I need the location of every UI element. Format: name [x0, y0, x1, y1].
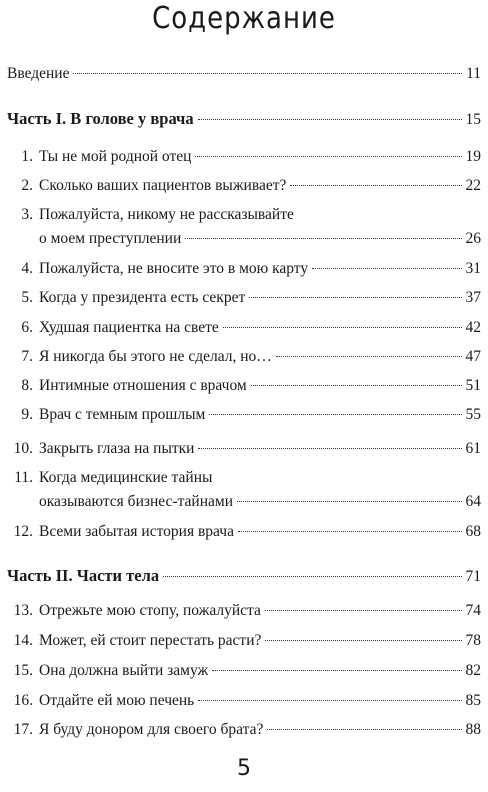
toc-entry-text: Сколько ваших пациентов выживает?: [39, 177, 287, 194]
toc-page-number: 51: [465, 377, 481, 394]
dot-leader: [251, 385, 462, 386]
dot-leader: [209, 414, 461, 415]
dot-leader: [312, 268, 461, 269]
toc-page-number: 78: [465, 632, 481, 649]
toc-entry-2: [7, 174, 481, 198]
dot-leader: [249, 297, 461, 298]
toc-entry-5: [7, 286, 481, 310]
toc-entry-intro: [7, 62, 481, 86]
chapter-number: 12.: [13, 523, 33, 540]
toc-entry-text: Она должна выйти замуж: [39, 662, 209, 679]
toc-page-number: 68: [465, 523, 481, 540]
toc-page-number: 47: [465, 348, 481, 365]
toc-entry-text: Интимные отношения с врачом: [39, 377, 247, 394]
toc-part-2: [7, 564, 481, 589]
chapter-number: 2.: [21, 177, 33, 194]
toc-entry-8: [7, 374, 481, 398]
toc-entry-7: [7, 345, 481, 369]
toc-page-number: 37: [465, 289, 481, 306]
toc-page-number: 26: [465, 230, 481, 247]
part-heading: Часть I. В голове у врача: [7, 109, 194, 128]
toc-entry-text: Ты не мой родной отец: [39, 148, 192, 165]
chapter-number: 6.: [21, 319, 33, 336]
toc-entry-text: Всеми забытая история врача: [39, 523, 234, 540]
toc-entry-3: [7, 203, 481, 251]
chapter-number: 13.: [13, 602, 33, 619]
page-folio-number: 5: [237, 756, 251, 781]
toc-entry-12: [7, 520, 481, 544]
chapter-number: 1.: [21, 148, 33, 165]
toc-entry-text: Я никогда бы этого не сделал, но…: [39, 348, 272, 365]
dot-leader: [267, 729, 461, 730]
toc-page-number: 55: [465, 406, 481, 423]
toc-entry-1: [7, 145, 481, 169]
toc-entry-text: Отрежьте мою стопу, пожалуйста: [39, 602, 261, 619]
chapter-number: 5.: [21, 289, 33, 306]
dot-leader: [198, 119, 462, 120]
dot-leader: [238, 531, 462, 532]
toc-entry-text: Отдайте ей мою печень: [39, 692, 195, 709]
dot-leader: [237, 501, 462, 502]
dot-leader: [185, 238, 461, 239]
dot-leader: [212, 670, 461, 671]
toc-part-1: [7, 107, 481, 132]
chapter-number: 15.: [13, 662, 33, 679]
toc-page-number: 74: [465, 602, 481, 619]
toc-entry-6: [7, 316, 481, 340]
toc-entry-text: Пожалуйста, не вносите это в мою карту: [39, 260, 309, 277]
toc-page-number: 71: [465, 568, 481, 585]
toc-page-number: 85: [465, 692, 481, 709]
toc-entry-11: [7, 466, 481, 514]
chapter-number: 14.: [13, 632, 33, 649]
chapter-number: 8.: [21, 377, 33, 394]
toc-entry-4: [7, 257, 481, 281]
toc-entry-9: [7, 403, 481, 427]
page-title: Содержание: [152, 1, 336, 37]
dot-leader: [223, 327, 462, 328]
toc-entry-17: [7, 718, 481, 742]
chapter-number: 9.: [21, 406, 33, 423]
toc-page-number: 11: [466, 65, 481, 82]
toc-page-number: 61: [465, 440, 481, 457]
dot-leader: [195, 156, 461, 157]
chapter-number: 4.: [21, 260, 33, 277]
dot-leader: [290, 185, 461, 186]
toc-page-number: 15: [465, 111, 481, 128]
dot-leader: [198, 448, 461, 449]
toc-page-number: 88: [465, 721, 481, 738]
dot-leader: [73, 73, 462, 74]
toc-entry-text: Закрыть глаза на пытки: [39, 440, 195, 457]
toc-page-number: 82: [465, 662, 481, 679]
toc-entry-text: Я буду донором для своего брата?: [39, 721, 264, 738]
toc-entry-text: Худшая пациентка на свете: [39, 319, 219, 336]
toc-entry-text-line1: Пожалуйста, никому не рассказывайте: [39, 206, 294, 223]
toc-entry-16: [7, 689, 481, 713]
chapter-number: 17.: [13, 721, 33, 738]
toc-entry-13: [7, 599, 481, 623]
toc-entry-10: [7, 437, 481, 461]
toc-entry-text: Когда у президента есть секрет: [39, 289, 246, 306]
toc-page-number: 31: [465, 260, 481, 277]
toc-entry-text: Может, ей стоит перестать расти?: [39, 632, 262, 649]
dot-leader: [163, 576, 461, 577]
toc-page-number: 64: [465, 493, 481, 510]
dot-leader: [276, 356, 462, 357]
toc-page-number: 19: [465, 148, 481, 165]
toc-page-number: 22: [465, 177, 481, 194]
chapter-number: 16.: [13, 692, 33, 709]
toc-entry-text: оказываются бизнес-тайнами: [39, 493, 233, 510]
chapter-number: 10.: [13, 440, 33, 457]
toc-entry-text: Введение: [7, 65, 70, 82]
toc-entry-text: Врач с темным прошлым: [39, 406, 206, 423]
chapter-number: 11.: [14, 469, 33, 486]
part-heading: Часть II. Части тела: [7, 566, 160, 585]
dot-leader: [265, 640, 461, 641]
toc-entry-text: о моем преступлении: [39, 230, 182, 247]
dot-leader: [265, 610, 462, 611]
toc-entry-text-line1: Когда медицинские тайны: [39, 469, 213, 486]
toc-entry-14: [7, 629, 481, 653]
toc-page-number: 42: [465, 319, 481, 336]
dot-leader: [198, 700, 461, 701]
toc-entry-15: [7, 659, 481, 683]
chapter-number: 7.: [21, 348, 33, 365]
chapter-number: 3.: [21, 206, 33, 223]
